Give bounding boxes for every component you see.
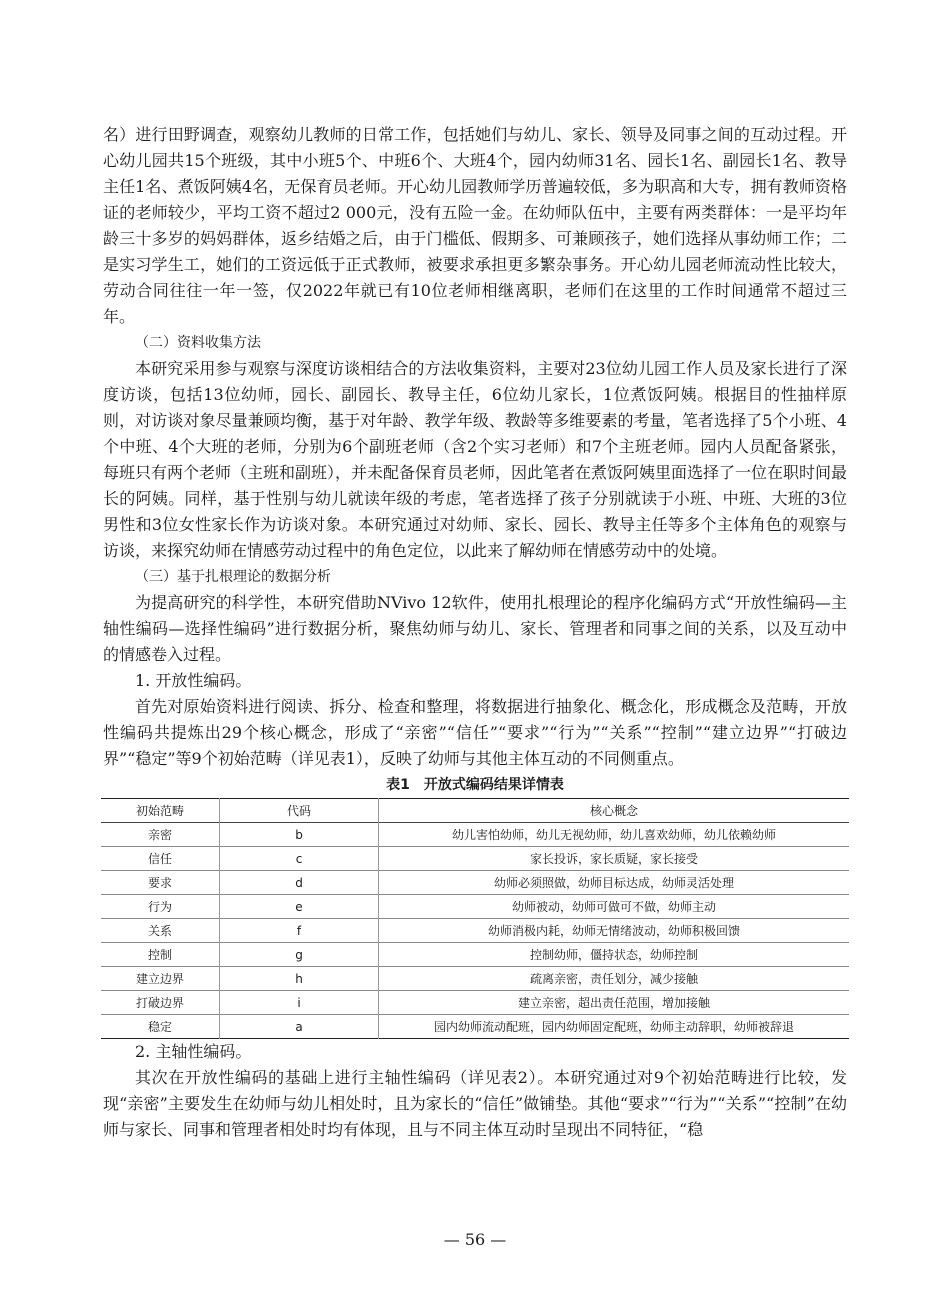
table-header-category: 初始范畴 [101, 799, 220, 823]
table-cell-concepts: 幼师消极内耗，幼师无情绪波动，幼师积极回馈 [487, 924, 740, 938]
table-row [101, 1015, 849, 1039]
open-coding-table [101, 798, 849, 1039]
table-cell-code: d [220, 871, 379, 895]
table-cell-category: 亲密 [101, 823, 220, 847]
table-cell-concepts: 建立亲密，超出责任范围，增加接触 [517, 996, 710, 1010]
table-cell-category: 信任 [101, 847, 220, 871]
table-cell-concepts: 幼师被动，幼师可做可不做，幼师主动 [511, 900, 716, 914]
table-cell-code: c [220, 847, 379, 871]
table-cell-concepts: 幼师必须照做，幼师目标达成，幼师灵活处理 [493, 876, 734, 890]
section-heading-data-collection: （二）资料收集方法 [135, 335, 261, 351]
paragraph-data-collection: 本研究采用参与观察与深度访谈相结合的方法收集资料，主要对23位幼儿园工作人员及家长进行了深度访谈，包括13位幼师，园长、副园长、教导主任，6位幼儿家长，1位煮饭阿姨。根据目的性抽样原则，对访谈对象尽量兼顾均衡，基于对年龄、教学年级、教龄等多维要素的考量，笔者选择了5个小班、4个中班、4个大班的老师，分别为6个副班老师（含2个实习老师）和7个主班老师。园内人员配备紧张，每班只有两个老师（主班和副班），并未配备保育员老师，因此笔者在煮饭阿姨里面选择了一位在职时间最长的阿姨。同样，基于性别与幼儿就读年级的考虑，笔者选择了孩子分别就读于小班、中班、大班的3位男性和3位女性家长作为访谈对象。本研究通过对幼师、家长、园长、教导主任等多个主体角色的观察与访谈，来探究幼师在情感劳动过程中的角色定位，以此来了解幼师在情感劳动中的处境。 [103, 359, 848, 560]
table-row [101, 919, 849, 943]
table-cell-code: e [220, 895, 379, 919]
table-cell-code: a [220, 1015, 379, 1039]
table-cell-code: b [220, 823, 379, 847]
table-cell-category: 建立边界 [101, 967, 220, 991]
table-row [101, 943, 849, 967]
table-cell-concepts: 疏离亲密，责任划分，减少接触 [529, 972, 698, 986]
table-row [101, 895, 849, 919]
section-heading-grounded-theory: （三）基于扎根理论的数据分析 [135, 569, 331, 585]
paragraph-axial-coding: 其次在开放性编码的基础上进行主轴性编码（详见表2）。本研究通过对9个初始范畴进行比较，发现“亲密”主要发生在幼师与幼儿相处时，且为家长的“信任”做铺垫。其他“要求”“行为”“关系”“控制”在幼师与家长、同事和管理者相处时均有体现，且与不同主体互动时呈现出不同特征，“稳 [103, 1068, 847, 1139]
table-cell-concepts: 家长投诉，家长质疑，家长接受 [529, 852, 698, 866]
table-row [101, 871, 849, 895]
table-cell-category: 稳定 [101, 1015, 220, 1039]
table-cell-code: h [220, 967, 379, 991]
paragraph-fieldwork: 名）进行田野调查，观察幼儿教师的日常工作，包括她们与幼儿、家长、领导及同事之间的互动过程。开心幼儿园共15个班级，其中小班5个、中班6个、大班4个，园内幼师31名、园长1名、副园长1名、教导主任1名、煮饭阿姨4名，无保育员老师。开心幼儿园教师学历普遍较低，多为职高和大专，拥有教师资格证的老师较少，平均工资不超过2 000元，没有五险一金。在幼师队伍中，主要有两类群体：一是平均年龄三十多岁的妈妈群体，返乡结婚之后，由于门槛低、假期多、可兼顾孩子，她们选择从事幼师工作；二是实习学生工，她们的工资远低于正式教师，被要求承担更多繁杂事务。开心幼儿园老师流动性比较大，劳动合同往往一年一签，仅2022年就已有10位老师相继离职，老师们在这里的工作时间通常不超过三年。 [103, 125, 847, 326]
table-header-row [101, 799, 849, 823]
table-cell-category: 打破边界 [101, 991, 220, 1015]
table-row [101, 991, 849, 1015]
table-header-code: 代码 [220, 799, 379, 823]
table-row [101, 823, 849, 847]
table-cell-code: f [220, 919, 379, 943]
table-row [101, 847, 849, 871]
subsection-axial-coding: 2. 主轴性编码。 [135, 1042, 252, 1061]
table-cell-category: 行为 [101, 895, 220, 919]
table-row [101, 967, 849, 991]
paragraph-grounded-theory: 为提高研究的科学性，本研究借助NVivo 12软件，使用扎根理论的程序化编码方式“开放性编码—主轴性编码—选择性编码”进行数据分析，聚焦幼师与幼儿、家长、管理者和同事之间的关系，以及互动中的情感卷入过程。 [103, 593, 847, 664]
page-content [103, 122, 847, 1143]
table-cell-category: 要求 [101, 871, 220, 895]
page-number: — 56 — [443, 1230, 507, 1249]
table-cell-category: 控制 [101, 943, 220, 967]
table-cell-concepts: 园内幼师流动配班，园内幼师固定配班，幼师主动辞职，幼师被辞退 [433, 1020, 794, 1034]
table-cell-code: i [220, 991, 379, 1015]
table-cell-concepts: 控制幼师，僵持状态，幼师控制 [529, 948, 698, 962]
table-cell-code: g [220, 943, 379, 967]
table-title: 表1 开放式编码结果详情表 [386, 777, 564, 793]
table-cell-category: 关系 [101, 919, 220, 943]
table-header-concepts: 核心概念 [589, 804, 638, 818]
table-cell-concepts: 幼儿害怕幼师，幼儿无视幼师，幼儿喜欢幼师，幼儿依赖幼师 [451, 828, 776, 842]
subsection-open-coding: 1. 开放性编码。 [135, 671, 252, 690]
paragraph-open-coding: 首先对原始资料进行阅读、拆分、检查和整理，将数据进行抽象化、概念化，形成概念及范畴，开放性编码共提炼出29个核心概念，形成了“亲密”“信任”“要求”“行为”“关系”“控制”“建立边界”“打破边界”“稳定”等9个初始范畴（详见表1），反映了幼师与其他主体互动的不同侧重点。 [103, 697, 847, 768]
